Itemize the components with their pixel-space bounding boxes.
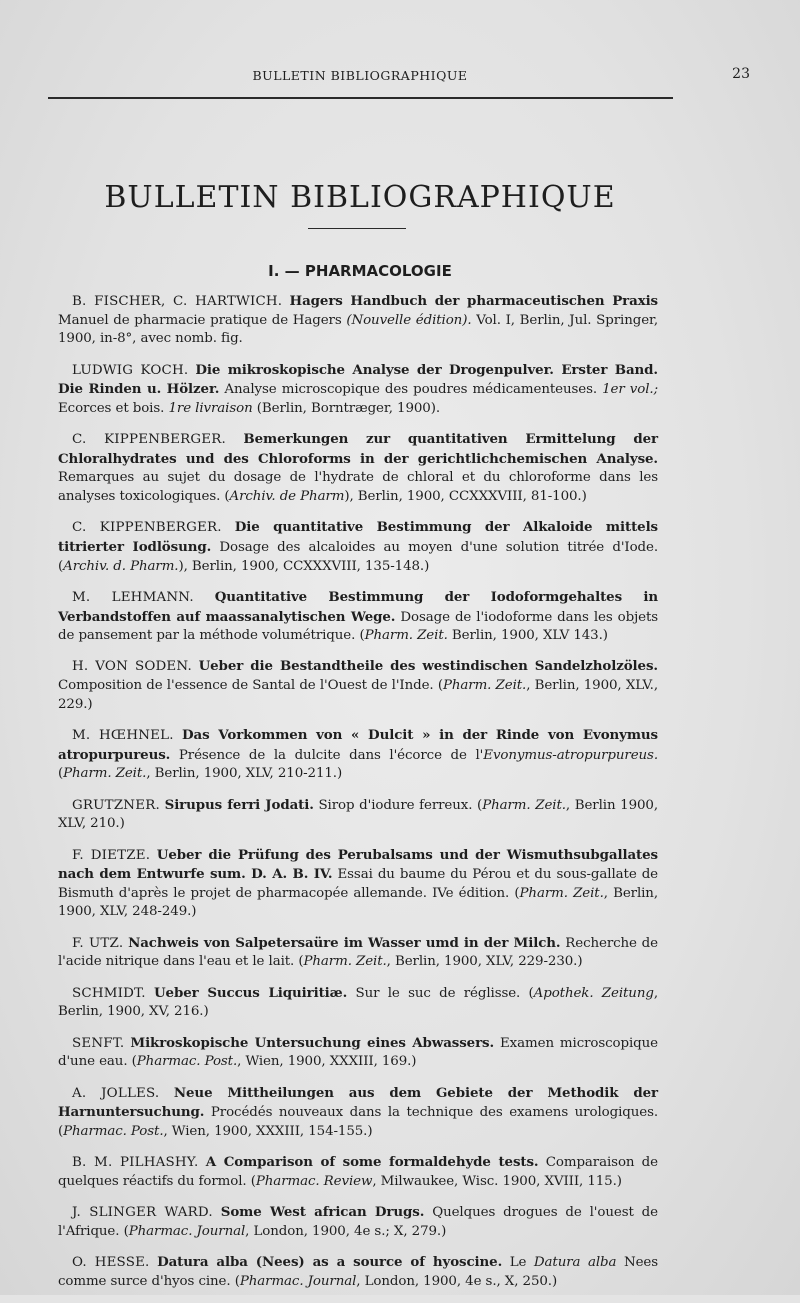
entry-citation-italic: Pharm. Zeit. <box>519 885 604 901</box>
entry-title: Neue Mittheilungen aus dem Gebiete der Methodik der Harnuntersuchung. <box>58 1084 658 1121</box>
entry-citation-italic: Pharmac. Review <box>255 1173 373 1189</box>
entry-description: Comparaison de quelques réactifs du formol. ( <box>58 1155 658 1189</box>
entry-author: J. SLINGER WARD. <box>72 1205 213 1221</box>
entry-author: M. HŒHNEL. <box>72 728 174 744</box>
entry-description: Composition de l'essence de Santal de l'Ouest de l'Inde. ( <box>58 678 443 694</box>
entry-description: Nees comme surce d'hyos cine. ( <box>58 1255 658 1289</box>
bibliography-entry <box>58 1034 658 1072</box>
entry-citation-italic: 1re livraison <box>168 400 253 416</box>
entry-title: Bemerkungen zur quantitativen Ermittelung der Chloralhydrates und des Chloroforms in der gerichtlichchemischen Analyse. <box>58 431 658 467</box>
bibliography-entry <box>58 1253 658 1291</box>
entry-description: Présence de la dulcite dans l'écorce de l' <box>170 747 484 763</box>
entry-author: B. M. PILHASHY. <box>72 1155 199 1171</box>
entry-description: Examen microscopique d'une eau. ( <box>58 1035 658 1070</box>
entry-author: C. KIPPENBERGER. <box>72 432 227 448</box>
entry-author: A. JOLLES. <box>72 1085 160 1101</box>
entry-title: Ueber die Bestandtheile des westindischen Sandelzholzöles. <box>198 658 658 675</box>
bibliography-entry <box>58 1084 658 1142</box>
bibliography-entry <box>58 588 658 646</box>
entry-description: , Berlin, 1900, XV, 216.) <box>58 985 658 1020</box>
entry-description: Sur le suc de réglisse. ( <box>347 985 534 1001</box>
entry-citation-italic: (Nouvelle édition). <box>346 312 472 328</box>
running-head <box>0 64 800 88</box>
entry-description: Recherche de l'acide nitrique dans l'eau et le lait. ( <box>58 935 658 970</box>
entry-citation-italic: Pharmac. Journal <box>128 1223 246 1239</box>
entry-title: Das Vorkommen von « Dulcit » in der Rinde von Evonymus atropurpureus. <box>58 727 658 763</box>
entry-author: SCHMIDT. <box>72 985 146 1001</box>
bibliography-entry <box>58 1203 658 1241</box>
entry-author: H. VON SODEN. <box>72 659 192 675</box>
entry-description: Remarques au sujet du dosage de l'hydrate de chloral et du chloroforme dans les analyses toxicologiques. ( <box>58 470 658 504</box>
entry-description: , Berlin 1900, XLV, 210.) <box>58 797 658 832</box>
entry-citation-italic: Pharmac. Post. <box>63 1123 164 1139</box>
entry-title: Die quantitative Bestimmung der Alkaloide mittels titrierter Iodlösung. <box>58 519 658 555</box>
page-number: 23 <box>732 66 750 82</box>
entry-citation-italic: Archiv. d. Pharm. <box>63 558 179 574</box>
entry-title: Datura alba (Nees) as a source of hyoscine. <box>157 1254 503 1271</box>
bibliography-entry <box>58 726 658 784</box>
entry-description: , Berlin, 1900, XLV, 248-249.) <box>58 885 658 920</box>
entry-description: , Berlin, 1900, XLV, 229-230.) <box>386 954 583 970</box>
entry-description: Berlin, 1900, XLV 143.) <box>447 628 608 644</box>
entry-citation-italic: Archiv. de Pharm <box>229 488 345 504</box>
entry-citation-italic: Pharmac. Post. <box>136 1054 238 1070</box>
main-title: BULLETIN BIBLIOGRAPHIQUE <box>104 180 616 216</box>
entry-description: , London, 1900, 4e s.; X, 279.) <box>245 1223 447 1239</box>
bibliography-entry <box>58 430 658 506</box>
entry-citation-italic: Apothek. Zeitung <box>533 985 654 1001</box>
entry-author: SENFT. <box>72 1035 125 1051</box>
entry-description: , Berlin, 1900, XLV., 229.) <box>58 678 658 712</box>
entry-description: Manuel de pharmacie pratique de Hagers <box>58 312 347 328</box>
bibliography-entry <box>58 518 658 576</box>
bibliography-entry <box>58 934 658 972</box>
entry-author: GRUTZNER. <box>72 797 160 813</box>
entry-description: Ecorces et bois. <box>58 400 169 416</box>
entry-title: Hagers Handbuch der pharmaceutischen Praxis <box>289 293 658 309</box>
entry-citation-italic: Evonymus-atropurpureus. <box>483 747 658 763</box>
entry-title: Die mikroskopische Analyse der Drogenpulver. Erster Band. Die Rinden u. Hölzer. <box>58 361 658 398</box>
bibliography-entry <box>58 292 658 349</box>
entry-title: Ueber Succus Liquiritiæ. <box>153 984 348 1001</box>
entry-title: Sirupus ferri Jodati. <box>164 796 314 813</box>
entry-citation-italic: Pharm. Zeit. <box>442 678 527 694</box>
entry-description: Le <box>502 1255 534 1271</box>
bibliography-entry <box>58 984 658 1022</box>
entry-description: ), Berlin, 1900, CCXXXVIII, 81-100.) <box>344 488 587 504</box>
entry-citation-italic: Datura alba <box>533 1255 617 1271</box>
entry-title: A Comparison of some formaldehyde tests. <box>205 1154 539 1171</box>
entry-author: F. DIETZE. <box>72 847 151 863</box>
entry-author: LUDWIG KOCH. <box>72 362 189 378</box>
entry-author: B. FISCHER, C. HARTWICH. <box>72 294 283 309</box>
entry-author: F. UTZ. <box>72 935 124 951</box>
entry-citation-italic: Pharm. Zeit. <box>303 954 387 970</box>
entry-description: Analyse microscopique des poudres médicamenteuses. <box>219 382 603 398</box>
entry-description: ), Berlin, 1900, CCXXXVIII, 135-148.) <box>178 558 430 574</box>
title-rule <box>308 228 406 229</box>
entry-description: Quelques drogues de l'ouest de l'Afrique. ( <box>58 1205 658 1239</box>
bibliography-entry <box>58 846 658 922</box>
entry-title: Quantitative Bestimmung der Iodoformgehaltes in Verbandstoffen auf maassanalytischen Wege. <box>58 588 658 625</box>
bibliography-entry <box>58 657 658 714</box>
header-rule <box>48 97 673 99</box>
running-head-title: BULLETIN BIBLIOGRAPHIQUE <box>252 68 468 83</box>
entry-author: C. KIPPENBERGER. <box>72 520 222 536</box>
section-heading: I. — PHARMACOLOGIE <box>268 262 452 280</box>
entry-author: M. LEHMANN. <box>72 589 194 605</box>
entry-description: , London, 1900, 4e s., X, 250.) <box>356 1273 558 1289</box>
entry-title: Nachweis von Salpetersaüre im Wasser umd in der Milch. <box>128 934 561 951</box>
entry-description: , Wien, 1900, XXXIII, 154-155.) <box>163 1123 373 1139</box>
bibliography-entry <box>58 361 658 419</box>
entry-citation-italic: Pharm. Zeit. <box>482 797 566 813</box>
entry-citation-italic: Pharm. Zeit. <box>63 766 147 782</box>
entry-title: Ueber die Prüfung des Perubalsams und der Wismuthsubgallates nach dem Entwurfe sum. D. A. B. IV. <box>58 846 658 883</box>
entry-author: O. HESSE. <box>72 1255 150 1271</box>
entry-citation-italic: Pharm. Zeit. <box>364 628 448 644</box>
entry-description: , Milwaukee, Wisc. 1900, XVIII, 115.) <box>372 1173 622 1189</box>
entry-description: Vol. I, Berlin, Jul. Springer, 1900, in-8°, avec nomb. fig. <box>58 312 658 347</box>
entry-title: Some West african Drugs. <box>220 1204 425 1221</box>
entry-description: , Wien, 1900, XXXIII, 169.) <box>237 1054 417 1070</box>
entry-description: ( <box>58 766 64 782</box>
entry-description: Procédés nouveaux dans la technique des examens urologiques. ( <box>58 1105 658 1139</box>
entry-description: , Berlin, 1900, XLV, 210-211.) <box>146 766 343 782</box>
entry-description: Essai du baume du Pérou et du sous-gallate de Bismuth d'après le projet de pharmacopée allemande. IVe édition. ( <box>58 867 658 901</box>
entry-description: Dosage des alcaloides au moyen d'une solution titrée d'Iode. ( <box>58 539 658 574</box>
entry-description: Sirop d'iodure ferreux. ( <box>313 797 483 813</box>
entry-citation-italic: Pharmac. Journal <box>239 1273 357 1289</box>
entry-title: Mikroskopische Untersuchung eines Abwassers. <box>130 1034 495 1051</box>
bibliography-list <box>58 292 658 1303</box>
entry-description: Dosage de l'iodoforme dans les objets de pansement par la méthode volumétrique. ( <box>58 609 658 644</box>
bibliography-entry <box>58 796 658 834</box>
bibliography-entry <box>58 1153 658 1191</box>
entry-description: (Berlin, Borntræger, 1900). <box>252 400 440 416</box>
entry-citation-italic: 1er vol.; <box>602 382 658 398</box>
